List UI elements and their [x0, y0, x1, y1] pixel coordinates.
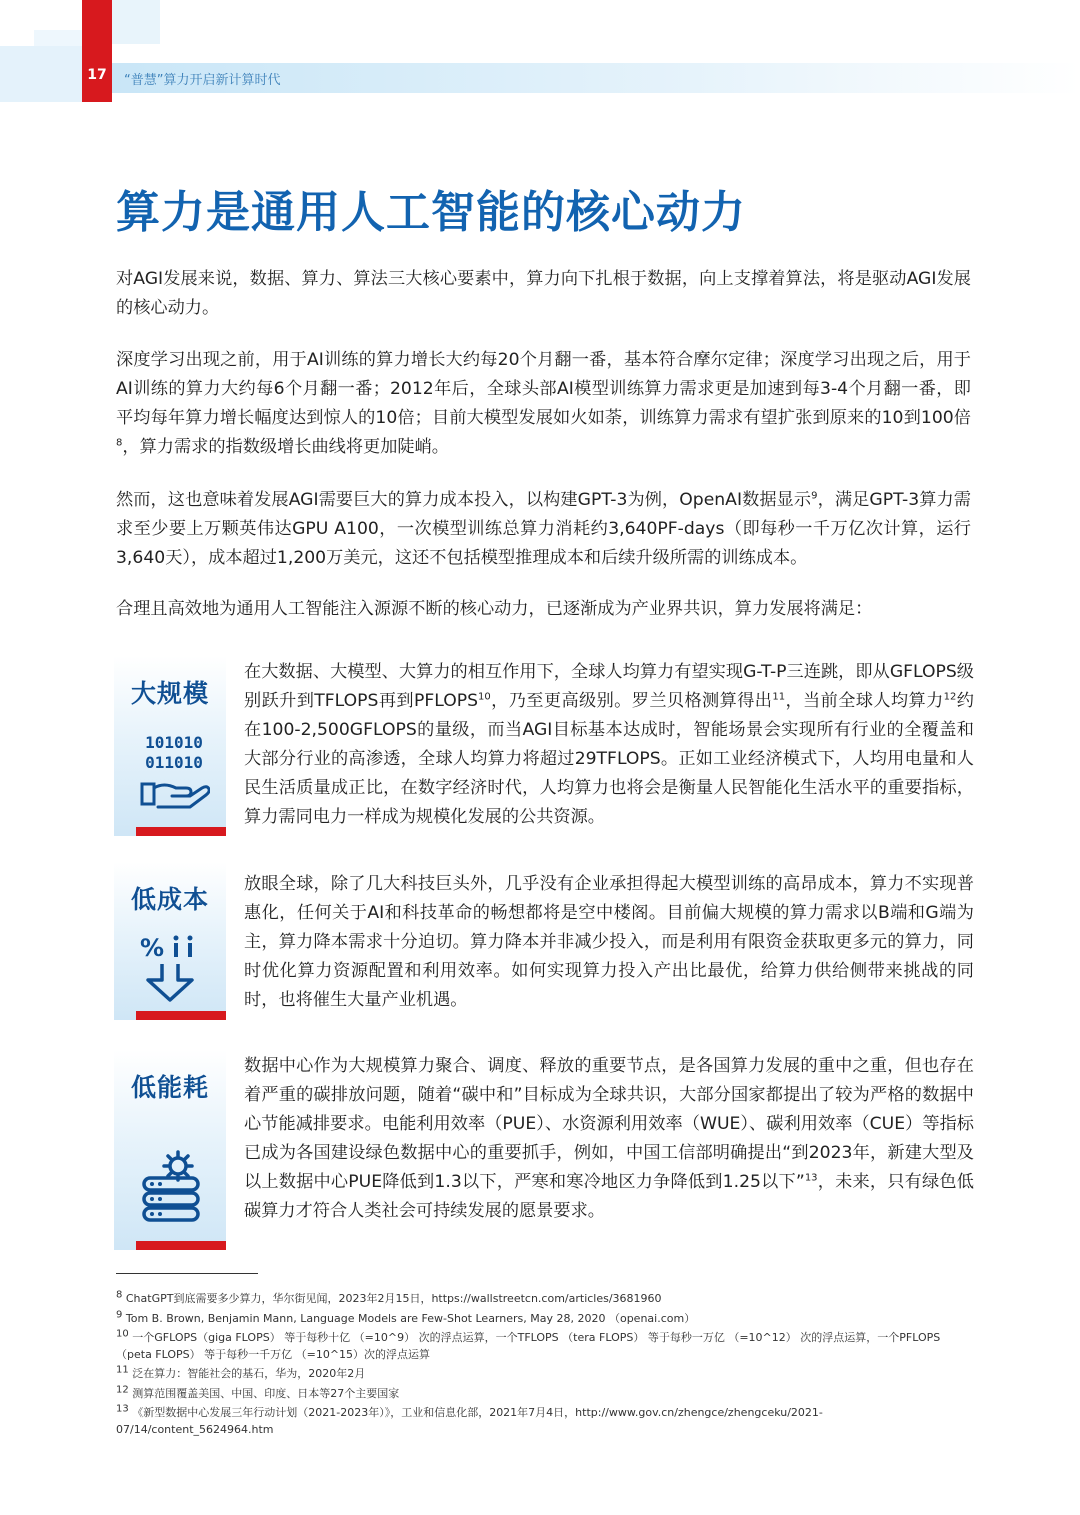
feature-text-scale: 在大数据、大模型、大算力的相互作用下，全球人均算力有望实现G-T-P三连跳，即从GFLOPS级别跃升到TFLOPS再到PFLOPS$^{10}$，乃至更高级别。罗兰贝格测算得出$^{11}$，当前全球人均算力$^{12}$约在100-2,500GFLOPS的量级，而当AGI目标基本达成时，智能场景会实现所有行业的全覆盖和大部分行业的高渗透，全球人均算力将超过29TFLOPS。正如工业经济模式下，人均用电量和人民生活质量成正比，在数字经济时代，人均算力也将会是衡量人民智能化生活水平的重要指标，算力需同电力一样成为规模化发展的公共资源。	[244, 662, 974, 827]
feature-text-cost: 放眼全球，除了几大科技巨头外，几乎没有企业承担得起大模型训练的高昂成本，算力不实现普惠化，任何关于AI和科技革命的畅想都将是空中楼阁。目前偏大规模的算力需求以B端和G端为主，算力降本需求十分迫切。算力降本并非减少投入，而是利用有限资金获取更多元的算力，同时优化算力资源配置和利用效率。如何实现算力投入产出比最优，给算力供给侧带来挑战的同时，也将催生大量产业机遇。	[244, 874, 974, 1010]
binary-digits-row: 011010	[145, 753, 203, 772]
data-hand-icon	[138, 732, 210, 810]
footnote-11: 11 泛在算力：智能社会的基石，华为，2020年2月	[116, 1364, 366, 1380]
feature-card-cost	[114, 862, 226, 1020]
binary-digits-row: 101010	[145, 733, 203, 752]
page-title: 算力是通用人工智能的核心动力	[116, 187, 746, 238]
paragraph-3: 然而，这也意味着发展AGI需要巨大的算力成本投入，以构建GPT-3为例，OpenAI数据显示$^9$，满足GPT-3算力需求至少要上万颗英伟达GPU A100，一次模型训练总算力消耗约3,640PF-days（即每秒一千万亿次计算，运行3,640天），成本超过1,200万美元，这还不包括模型推理成本和后续升级所需的训练成本。	[116, 490, 971, 568]
footnote-9: 9 Tom B. Brown, Benjamin Mann, Language Models are Few-Shot Learners, May 28, 2020 （openai.com）	[116, 1308, 696, 1325]
paragraph-1: 对AGI发展来说，数据、算力、算法三大核心要素中，算力向下扎根于数据，向上支撑着算法，将是驱动AGI发展的核心动力。	[116, 269, 971, 318]
footnote-13: 13 《新型数据中心发展三年行动计划（2021-2023年）》，工业和信息化部，2021年7月4日，http://www.gov.cn/zhengce/zhengceku/2021-07/14/content_5624964.htm	[116, 1403, 823, 1436]
cost-down-icon	[138, 930, 202, 1002]
feature-title: 低能耗	[130, 1073, 209, 1102]
footnote-12: 12 测算范围覆盖美国、中国、印度、日本等27个主要国家	[116, 1383, 400, 1400]
header-decor-square	[0, 46, 82, 102]
card-accent-bar	[136, 1011, 226, 1020]
page-number: 17	[87, 67, 107, 83]
card-accent-bar	[136, 1241, 226, 1250]
paragraph-4: 合理且高效地为通用人工智能注入源源不断的核心动力，已逐渐成为产业界共识，算力发展将满足：	[116, 599, 873, 619]
feature-card-energy	[114, 1050, 226, 1250]
footnote-8: 8 ChatGPT到底需要多少算力，华尔街见闻，2023年2月15日，https://wallstreetcn.com/articles/3681960	[116, 1289, 662, 1305]
footnotes	[116, 1291, 966, 1438]
header-decor-square	[112, 0, 160, 44]
header-red-tab	[82, 0, 112, 102]
feature-card-scale	[114, 656, 226, 836]
footnote-ref: 10	[478, 691, 491, 703]
footnote-rule	[116, 1273, 258, 1274]
paragraph-2: 深度学习出现之前，用于AI训练的算力增长大约每20个月翻一番，基本符合摩尔定律；深度学习出现之后，用于AI训练的算力大约每6个月翻一番；2012年后，全球头部AI模型训练算力需求更是加速到每3-4个月翻一番，即平均每年算力增长幅度达到惊人的10倍；目前大模型发展如火如荼，训练算力需求有望扩张到原来的10到100倍$^8$，算力需求的指数级增长曲线将更加陡峭。	[116, 350, 971, 457]
card-accent-bar	[136, 827, 226, 836]
footnote-10: 10 一个GFLOPS（giga FLOPS） 等于每秒十亿 （=10^9） 次的浮点运算，一个TFLOPS （tera FLOPS） 等于每秒一万亿 （=10^12） 次的浮点运算，一个PFLOPS （peta FLOPS） 等于每秒一千万亿 （=10^15）次的浮点运算	[116, 1328, 941, 1361]
footnote-ref: 13	[804, 1172, 818, 1184]
feature-title: 低成本	[130, 885, 209, 914]
server-gear-icon	[140, 1148, 204, 1226]
percent-glyph: %	[140, 934, 165, 962]
footnote-ref: 11	[772, 691, 786, 703]
feature-text-energy: 数据中心作为大规模算力聚合、调度、释放的重要节点，是各国算力发展的重中之重，但也存在着严重的碳排放问题，随着“碳中和”目标成为全球共识，大部分国家都提出了较为严格的数据中心节能减排要求。电能利用效率（PUE）、水资源利用效率（WUE）、碳利用效率（CUE）等指标已成为各国建设绿色数据中心的重要抓手，例如，中国工信部明确提出“到2023年，新建大型及以上数据中心PUE降低到1.3以下，严寒和寒冷地区力争降低到1.25以下”$^{13}$，未来，只有绿色低碳算力才符合人类社会可持续发展的愿景要求。	[244, 1056, 974, 1221]
footnote-ref: 9	[811, 490, 818, 502]
running-title: “普慧”算力开启新计算时代	[124, 73, 281, 88]
footnote-ref: 8	[116, 437, 123, 449]
footnote-ref: 12	[943, 691, 957, 703]
feature-title: 大规模	[130, 679, 209, 708]
